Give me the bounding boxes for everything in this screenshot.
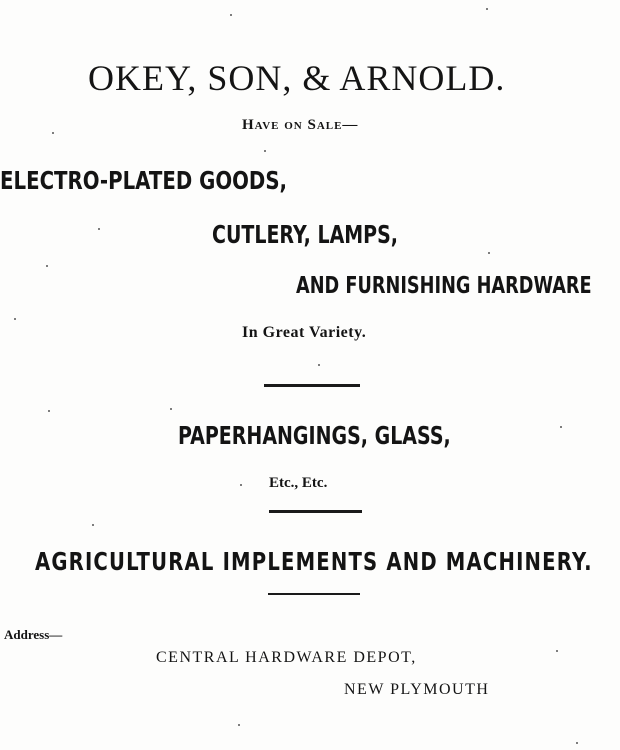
- firm-name: OKEY, SON, & ARNOLD.: [88, 58, 506, 98]
- goods-line-electro-plated: ELECTRO-PLATED GOODS,: [0, 166, 288, 195]
- address-label: Address—: [4, 627, 63, 642]
- print-speck: [264, 150, 266, 152]
- print-speck: [46, 265, 48, 267]
- print-speck: [318, 364, 320, 366]
- variety-note: In Great Variety.: [242, 324, 367, 341]
- goods-line-paperhangings: PAPERHANGINGS, GLASS,: [178, 421, 451, 450]
- print-speck: [488, 252, 490, 254]
- address-line-town: NEW PLYMOUTH: [344, 681, 490, 698]
- print-speck: [556, 650, 558, 652]
- print-speck: [238, 724, 240, 726]
- intro-text: Have on Sale—: [242, 117, 359, 133]
- print-speck: [52, 132, 54, 134]
- etc-note: Etc., Etc.: [269, 475, 328, 491]
- print-speck: [240, 484, 242, 486]
- divider-rule: [268, 593, 360, 595]
- print-speck: [576, 742, 578, 744]
- divider-rule: [269, 510, 362, 513]
- print-speck: [486, 8, 488, 10]
- print-speck: [48, 410, 50, 412]
- address-line-depot: CENTRAL HARDWARE DEPOT,: [156, 649, 417, 666]
- goods-line-hardware: AND FURNISHING HARDWARE: [296, 273, 592, 299]
- print-speck: [98, 228, 100, 230]
- goods-line-agricultural: AGRICULTURAL IMPLEMENTS AND MACHINERY.: [35, 547, 593, 576]
- print-speck: [170, 408, 172, 410]
- print-speck: [230, 14, 232, 16]
- print-speck: [14, 318, 16, 320]
- goods-line-cutlery: CUTLERY, LAMPS,: [212, 220, 399, 249]
- divider-rule: [264, 384, 360, 387]
- print-speck: [92, 524, 94, 526]
- print-speck: [560, 426, 562, 428]
